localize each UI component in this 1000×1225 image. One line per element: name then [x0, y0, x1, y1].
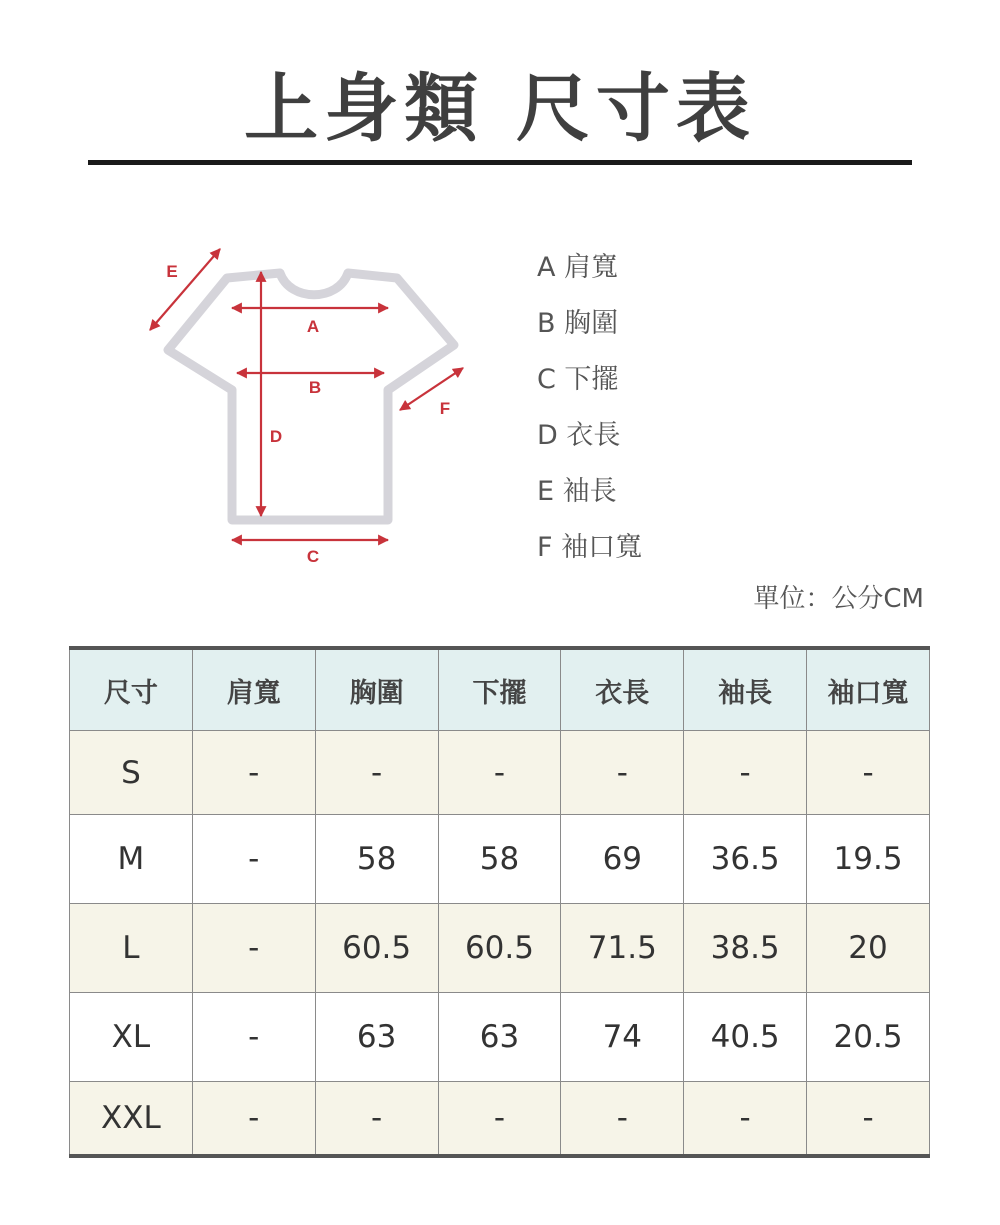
table-cell: - — [684, 1082, 807, 1157]
table-cell: XL — [70, 993, 193, 1082]
header-length: 衣長 — [561, 648, 684, 731]
table-cell: - — [192, 993, 315, 1082]
legend-item-c: C 下擺 — [537, 364, 619, 395]
table-cell: - — [315, 1082, 438, 1157]
label-a: A — [306, 317, 320, 336]
table-header-row — [70, 648, 930, 731]
table-cell: 19.5 — [807, 815, 930, 904]
size-table — [69, 646, 930, 1158]
title-divider — [88, 160, 912, 165]
table-cell: - — [315, 731, 438, 815]
table-cell: - — [192, 1082, 315, 1157]
table-cell: 58 — [438, 815, 561, 904]
table-cell: S — [70, 731, 193, 815]
table-cell: M — [70, 815, 193, 904]
label-e: E — [166, 262, 178, 281]
unit-label: 單位：公分CM — [753, 584, 924, 614]
legend-item-f: F 袖口寬 — [537, 532, 643, 563]
label-d: D — [269, 427, 283, 446]
table-cell: - — [192, 904, 315, 993]
legend-item-b: B 胸圍 — [537, 308, 619, 339]
table-cell: XXL — [70, 1082, 193, 1157]
table-cell: 63 — [438, 993, 561, 1082]
table-cell: 36.5 — [684, 815, 807, 904]
measure-line-e — [150, 249, 220, 330]
legend-item-e: E 袖長 — [537, 476, 617, 507]
header-sleeve: 袖長 — [684, 648, 807, 731]
header-shoulder: 肩寬 — [192, 648, 315, 731]
table-cell: - — [807, 731, 930, 815]
table-cell: 20 — [807, 904, 930, 993]
header-hem: 下擺 — [438, 648, 561, 731]
table-cell: 69 — [561, 815, 684, 904]
table-cell: 60.5 — [315, 904, 438, 993]
table-cell: - — [192, 815, 315, 904]
header-size: 尺寸 — [70, 648, 193, 731]
table-cell: 74 — [561, 993, 684, 1082]
legend-item-a: A 肩寬 — [537, 252, 619, 283]
table-cell: - — [684, 731, 807, 815]
label-f: F — [439, 399, 451, 418]
table-cell: 63 — [315, 993, 438, 1082]
table-cell: 38.5 — [684, 904, 807, 993]
measurement-legend — [537, 248, 642, 584]
tshirt-measurement-diagram — [140, 240, 480, 580]
header-chest: 胸圍 — [315, 648, 438, 731]
table-cell: - — [192, 731, 315, 815]
table-cell: 20.5 — [807, 993, 930, 1082]
page-title: 上身類 尺寸表 — [244, 66, 756, 152]
table-row — [70, 904, 930, 993]
table-row — [70, 815, 930, 904]
label-c: C — [306, 547, 320, 566]
legend-item-d: D 衣長 — [537, 420, 621, 451]
table-cell: 71.5 — [561, 904, 684, 993]
table-cell: - — [561, 1082, 684, 1157]
label-b: B — [308, 378, 322, 397]
table-cell: - — [807, 1082, 930, 1157]
table-cell: 40.5 — [684, 993, 807, 1082]
table-cell: - — [438, 1082, 561, 1157]
table-cell: 58 — [315, 815, 438, 904]
table-cell: - — [438, 731, 561, 815]
table-cell: - — [561, 731, 684, 815]
table-cell: 60.5 — [438, 904, 561, 993]
table-row — [70, 1082, 930, 1157]
header-cuff: 袖口寬 — [807, 648, 930, 731]
table-row — [70, 993, 930, 1082]
table-cell: L — [70, 904, 193, 993]
table-row — [70, 731, 930, 815]
